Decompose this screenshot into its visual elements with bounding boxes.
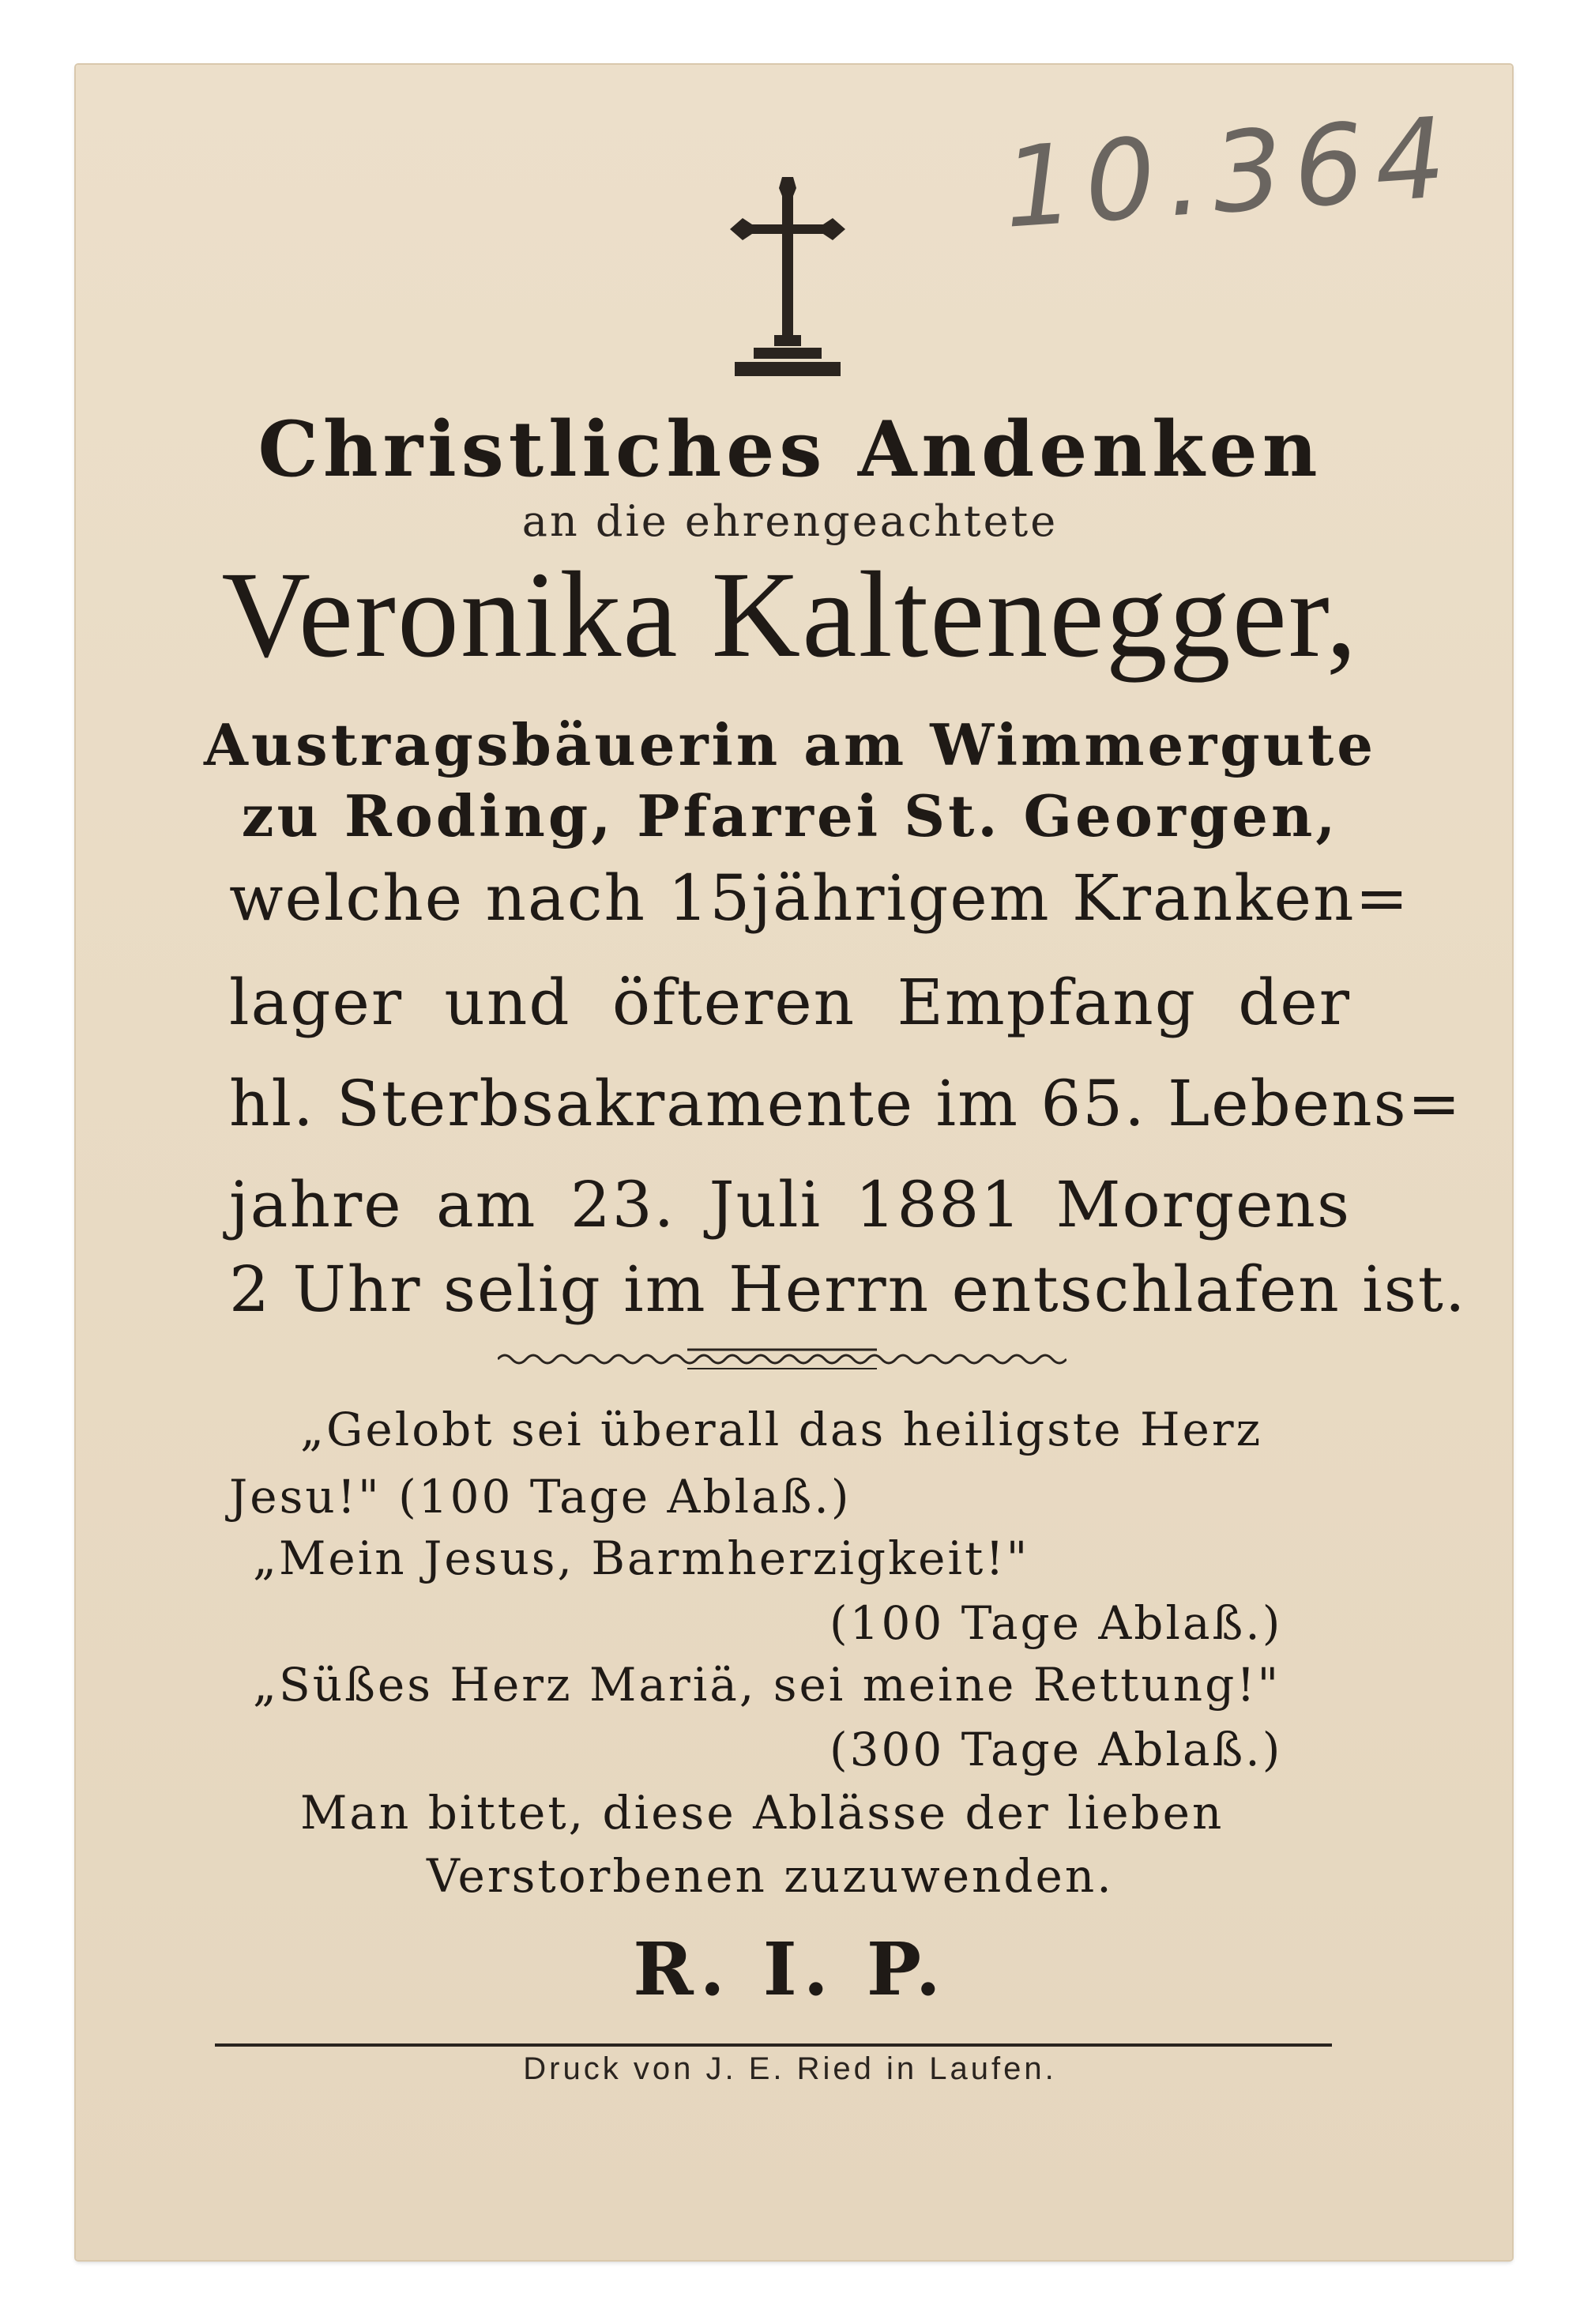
prayer-line-8: Verstorbenen zuzuwenden.	[427, 1849, 1114, 1903]
deceased-name: Veronika Kaltenegger,	[221, 546, 1359, 683]
body-line-2: lager und öfteren Empfang der	[229, 966, 1351, 1039]
body-line-3: hl. Sterbsakramente im 65. Lebens=	[229, 1067, 1462, 1140]
prayer-line-7: Man bittet, diese Ablässe der lieben	[300, 1786, 1224, 1840]
body-line-5: 2 Uhr selig im Herrn entschlafen ist.	[229, 1252, 1467, 1326]
printer-credit: Druck von J. E. Ried in Laufen.	[523, 2051, 1057, 2086]
body-line-4: jahre am 23. Juli 1881 Morgens	[229, 1168, 1351, 1241]
prayer-line-2: Jesu!" (100 Tage Ablaß.)	[229, 1470, 852, 1524]
cross-icon	[716, 169, 860, 390]
description-line-1: Austragsbäuerin am Wimmergute	[203, 711, 1377, 778]
prayer-line-3: „Mein Jesus, Barmherzigkeit!"	[253, 1531, 1030, 1585]
body-line-1: welche nach 15jährigem Kranken=	[229, 861, 1410, 935]
prayer-line-6: (300 Tage Ablaß.)	[830, 1723, 1283, 1776]
prayer-line-4: (100 Tage Ablaß.)	[830, 1596, 1283, 1650]
prayer-line-1: „Gelobt sei überall das heiligste Herz	[300, 1403, 1263, 1456]
rip-text: R. I. P.	[633, 1927, 947, 2012]
prayer-line-5: „Süßes Herz Mariä, sei meine Rettung!"	[253, 1658, 1281, 1712]
handwritten-number: 10.364	[999, 93, 1461, 254]
ornamental-divider	[498, 1345, 1066, 1373]
footer-divider	[215, 2043, 1332, 2047]
card-subtitle: an die ehrengeachtete	[521, 496, 1059, 546]
card-title: Christliches Andenken	[258, 405, 1322, 494]
description-line-2: zu Roding, Pfarrei St. Georgen,	[241, 782, 1339, 849]
